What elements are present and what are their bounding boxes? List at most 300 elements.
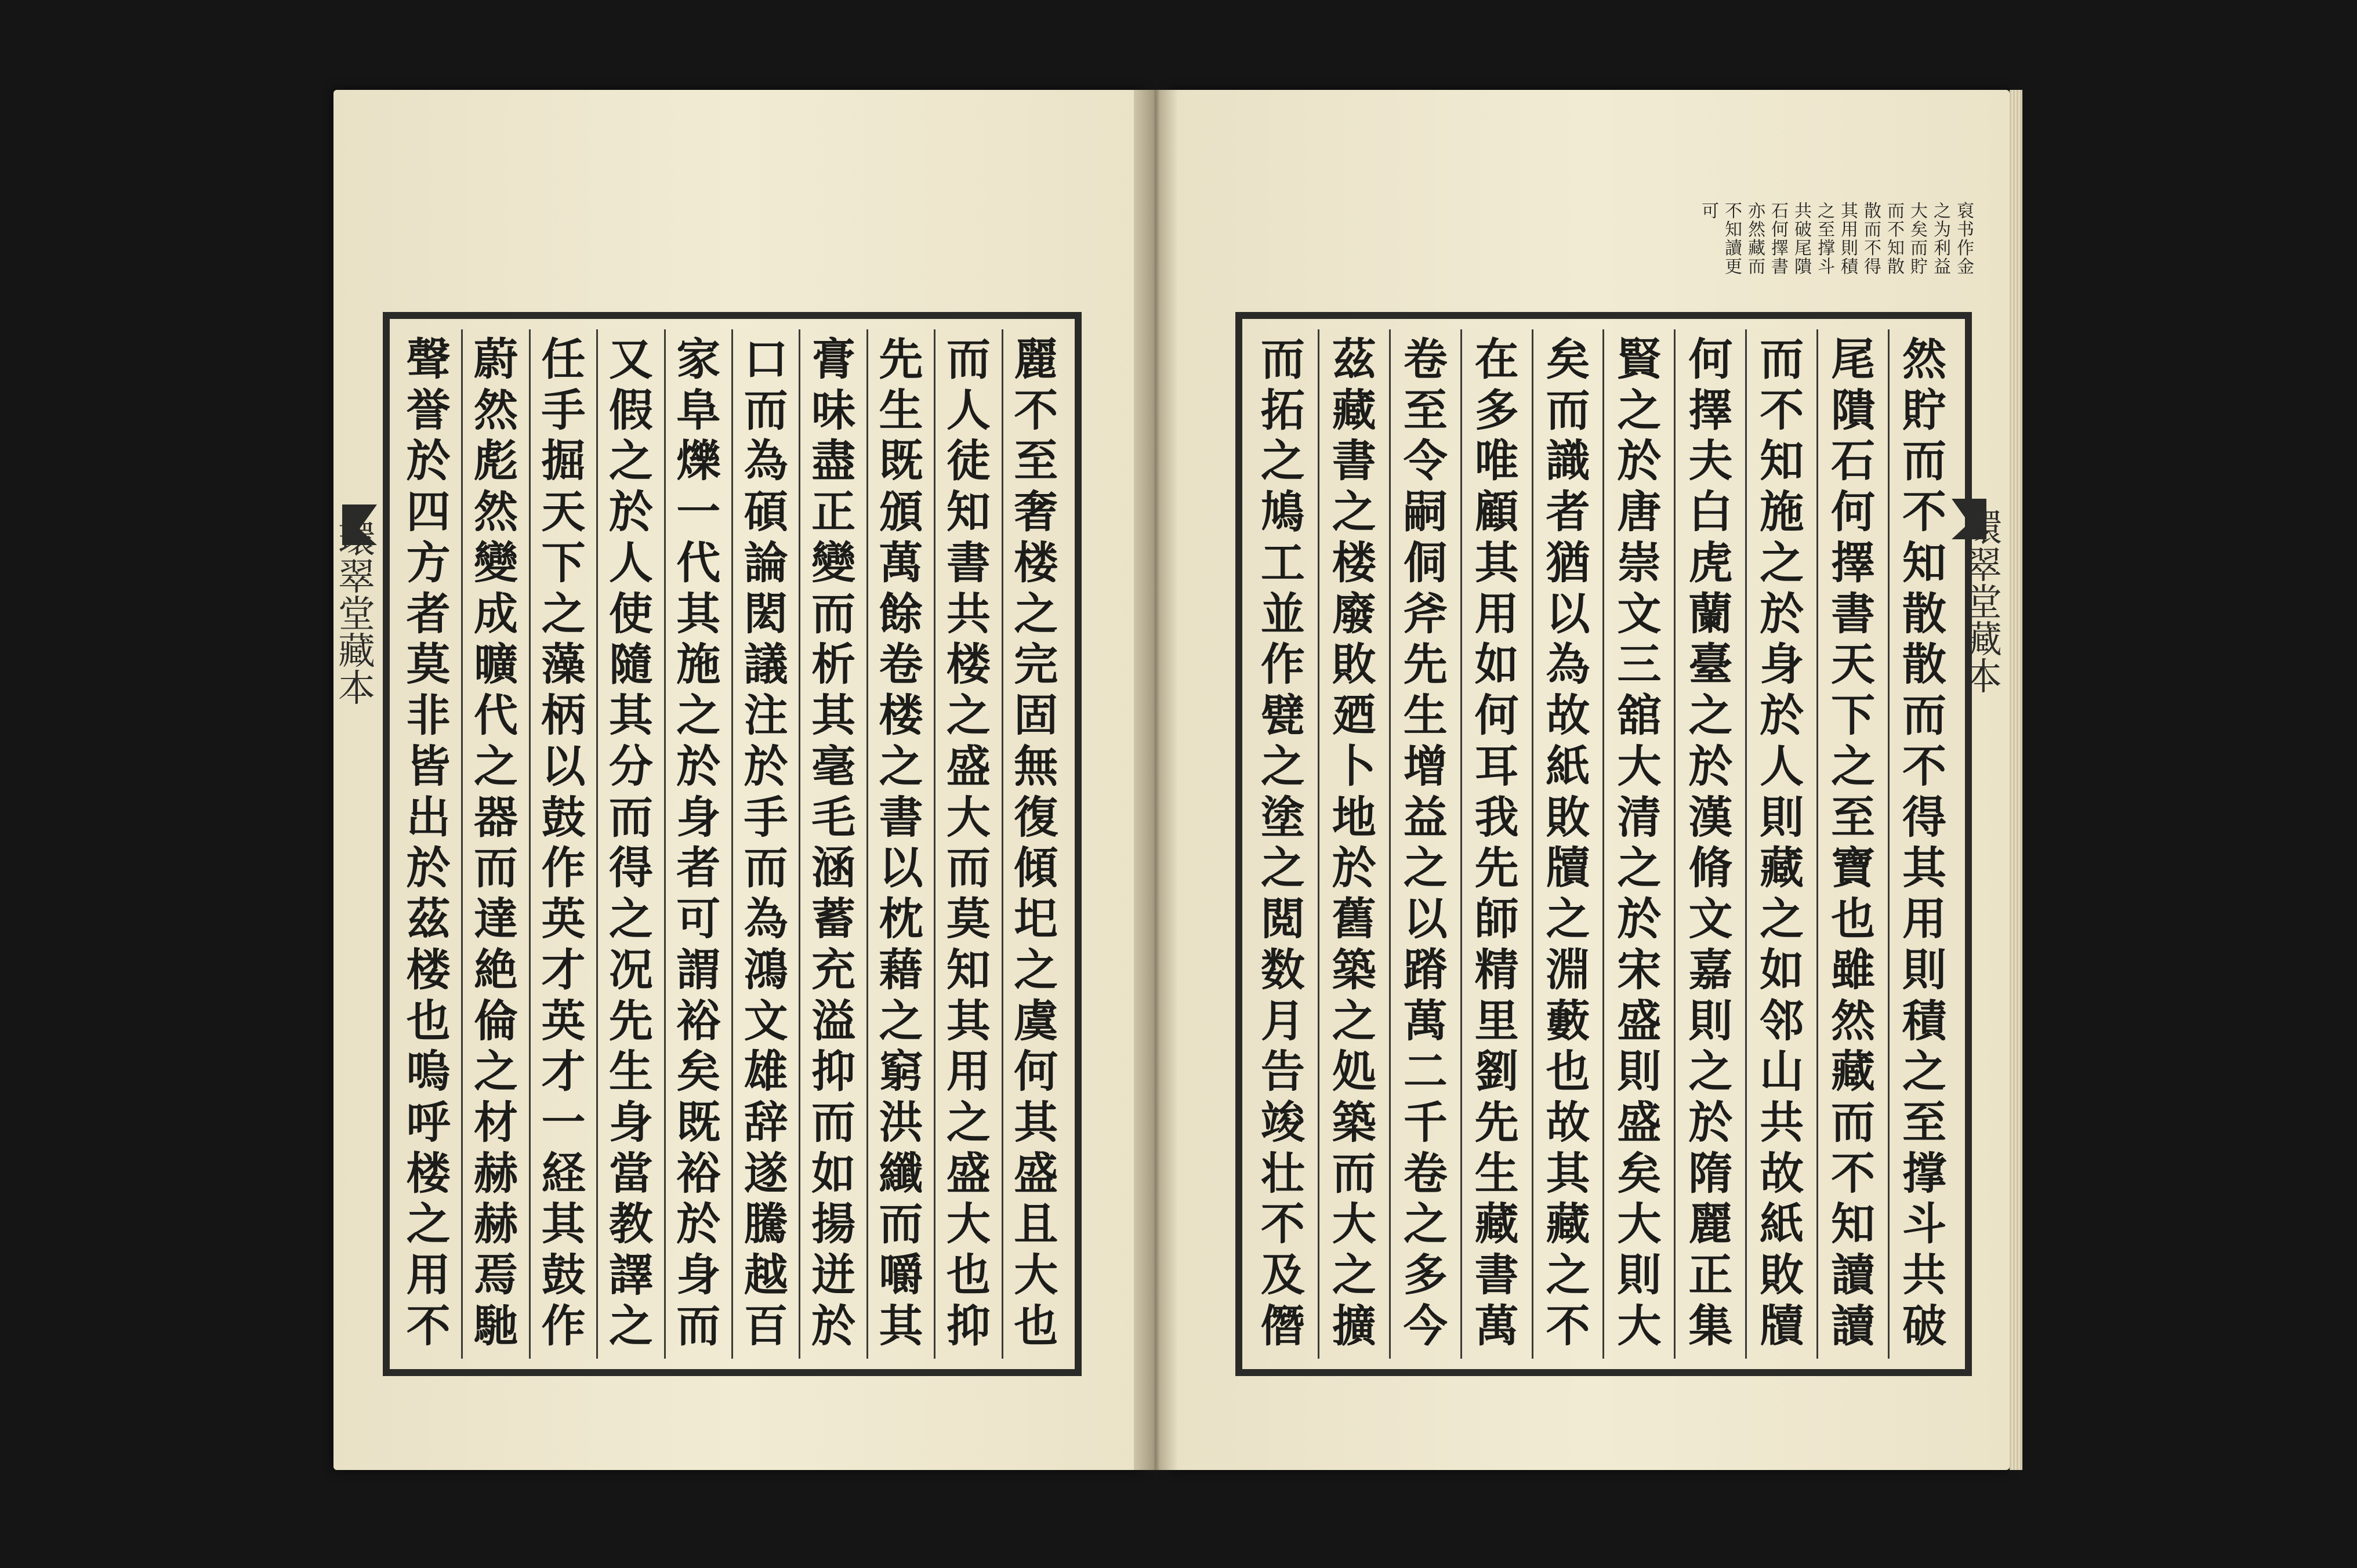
text-char: 皆 [406, 740, 451, 792]
text-char: 騰 [744, 1198, 788, 1250]
text-char: 卷 [1403, 1147, 1448, 1199]
left-spine-label [336, 519, 377, 710]
text-char: 徒 [946, 435, 991, 487]
text-char: 地 [1332, 791, 1376, 843]
text-char: 令 [1403, 435, 1448, 487]
text-char: 生 [608, 1046, 653, 1098]
text-char: 之 [406, 1198, 451, 1250]
text-char: 百 [744, 1300, 788, 1352]
text-char: 経 [541, 1147, 586, 1199]
text-char: 用 [1841, 220, 1858, 240]
text-column [1888, 329, 1959, 1359]
text-char: 阜 [676, 384, 721, 436]
text-char: 散 [1864, 201, 1881, 222]
text-char: 蓄 [811, 893, 856, 945]
text-char: 又 [608, 333, 653, 385]
text-char: 塗 [1260, 791, 1305, 843]
text-char: 隤 [1831, 384, 1876, 436]
text-char: 何 [1771, 220, 1789, 240]
text-char: 也 [1831, 893, 1876, 945]
text-char: 固 [1014, 689, 1058, 742]
text-char: 注 [744, 689, 788, 742]
text-char: 益 [1403, 791, 1448, 843]
text-char: 崇 [1617, 536, 1662, 589]
text-char: 柄 [541, 689, 586, 742]
text-char: 蔚 [474, 333, 518, 385]
text-char: 盛 [1014, 1147, 1058, 1199]
text-char: 茲 [406, 893, 451, 945]
text-char: 夫 [1688, 435, 1733, 487]
text-char: 揚 [811, 1198, 856, 1250]
text-char: 於 [608, 486, 653, 538]
text-char: 赫 [474, 1147, 518, 1199]
text-char: 擴 [1332, 1300, 1376, 1352]
text-char: 而 [1260, 333, 1305, 385]
text-char: 隨 [608, 638, 653, 691]
text-char: 者 [676, 842, 721, 894]
text-char: 之 [1014, 587, 1058, 640]
text-char: 遂 [744, 1147, 788, 1199]
text-char: 何 [1474, 689, 1519, 742]
text-char: 於 [1688, 1097, 1733, 1149]
right-text-frame [1235, 312, 1972, 1376]
text-column [934, 329, 1001, 1359]
text-char: 然 [1831, 994, 1876, 1047]
text-char: 不 [1902, 486, 1947, 538]
note-column [1864, 203, 1881, 331]
text-char: 而 [1910, 238, 1928, 259]
text-char: 溢 [811, 994, 856, 1047]
text-char: 不 [1887, 220, 1905, 240]
text-char: 讀 [1831, 1300, 1876, 1352]
text-char: 散 [1902, 587, 1947, 640]
text-char: 书 [1957, 220, 1974, 240]
text-char: 英 [541, 994, 586, 1047]
text-char: 於 [1617, 893, 1662, 945]
text-char: 文 [1688, 893, 1733, 945]
text-char: 而 [744, 384, 788, 436]
text-char: 以 [1403, 893, 1448, 945]
text-char: 集 [1688, 1300, 1733, 1352]
text-char: 其 [811, 689, 856, 742]
text-char: 才 [541, 943, 586, 996]
text-char: 之 [1818, 201, 1835, 222]
text-char: 石 [1771, 201, 1789, 222]
text-char: 一 [541, 1097, 586, 1149]
text-char: 之 [1403, 842, 1448, 894]
text-char: 閎 [744, 587, 788, 640]
text-char: 四 [406, 486, 451, 538]
text-char: 何 [1831, 486, 1876, 538]
text-char: 敗 [1546, 791, 1590, 843]
text-char: 掘 [541, 435, 586, 487]
text-char: 而 [1546, 384, 1590, 436]
text-char: 利 [1934, 238, 1951, 259]
text-column [1318, 329, 1389, 1359]
text-char: 劉 [1474, 1046, 1519, 1098]
text-char: 紙 [1546, 740, 1590, 792]
text-char: 可 [676, 893, 721, 945]
text-char: 藏 [1748, 238, 1765, 259]
note-column [1748, 203, 1765, 331]
text-char: 盛 [1617, 1097, 1662, 1149]
text-char: 議 [744, 638, 788, 691]
text-char: 然 [474, 486, 518, 538]
text-char: 至 [1902, 1097, 1947, 1149]
text-char: 共 [946, 587, 991, 640]
text-char: 而 [879, 1198, 923, 1250]
text-char: 告 [1260, 1046, 1305, 1098]
text-char: 於 [1332, 842, 1376, 894]
text-char: 文 [1617, 587, 1662, 640]
text-char: 涵 [811, 842, 856, 894]
text-char: 之 [946, 689, 991, 742]
text-char: 多 [1474, 384, 1519, 436]
text-char: 其 [1546, 1147, 1590, 1199]
text-char: 隋 [1688, 1147, 1733, 1199]
text-char: 於 [744, 740, 788, 792]
text-char: 楼 [406, 1147, 451, 1199]
spine-char: 環 [338, 519, 375, 562]
text-column [664, 329, 731, 1359]
text-char: 賢 [1617, 333, 1662, 385]
text-char: 於 [811, 1300, 856, 1352]
text-char: 邻 [1760, 994, 1804, 1047]
text-char: 藏 [1332, 384, 1376, 436]
text-char: 尾 [1831, 333, 1876, 385]
text-char: 變 [811, 536, 856, 589]
text-char: 代 [474, 689, 518, 742]
text-char: 萬 [879, 536, 923, 589]
text-char: 方 [406, 536, 451, 589]
text-char: 而 [946, 333, 991, 385]
text-char: 也 [946, 1249, 991, 1301]
text-char: 甓 [1260, 689, 1305, 742]
spine-char: 環 [1965, 507, 2002, 550]
text-char: 也 [406, 994, 451, 1047]
text-char: 文 [744, 994, 788, 1047]
text-char: 况 [608, 943, 653, 996]
text-column [1532, 329, 1603, 1359]
text-char: 馳 [474, 1300, 518, 1352]
text-char: 月 [1260, 994, 1305, 1047]
text-char: 既 [676, 1097, 721, 1149]
text-char: 擇 [1771, 238, 1789, 259]
text-char: 則 [1688, 994, 1733, 1047]
text-char: 及 [1260, 1249, 1305, 1301]
text-char: 用 [406, 1249, 451, 1301]
text-char: 藉 [879, 943, 923, 996]
text-char: 洪 [879, 1097, 923, 1149]
text-char: 淵 [1546, 943, 1590, 996]
text-char: 也 [1546, 1046, 1590, 1098]
text-char: 出 [406, 791, 451, 843]
text-char: 生 [879, 384, 923, 436]
text-char: 唐 [1617, 486, 1662, 538]
text-char: 器 [474, 791, 518, 843]
text-char: 而 [1864, 220, 1881, 240]
text-char: 撑 [1818, 238, 1835, 259]
text-char: 知 [1831, 1198, 1876, 1250]
text-char: 生 [1403, 689, 1448, 742]
text-char: 書 [1831, 587, 1876, 640]
text-char: 楼 [946, 638, 991, 691]
text-char: 散 [1887, 257, 1905, 277]
text-char: 裕 [676, 994, 721, 1047]
text-char: 之 [946, 1097, 991, 1149]
text-char: 之 [1760, 536, 1804, 589]
text-char: 非 [406, 689, 451, 742]
text-char: 先 [1474, 1097, 1519, 1149]
text-char: 既 [879, 435, 923, 487]
text-char: 亦 [1748, 201, 1765, 222]
text-char: 萬 [1403, 994, 1448, 1047]
text-char: 之 [474, 1046, 518, 1098]
text-char: 猶 [1546, 536, 1590, 589]
text-char: 而 [1902, 435, 1947, 487]
text-char: 之 [1688, 1046, 1733, 1098]
text-char: 而 [1887, 201, 1905, 222]
text-char: 莫 [946, 893, 991, 945]
text-char: 先 [1474, 842, 1519, 894]
text-char: 築 [1332, 1097, 1376, 1149]
text-char: 成 [474, 587, 518, 640]
text-char: 壮 [1260, 1147, 1305, 1199]
text-char: 作 [1957, 238, 1974, 259]
text-column [1602, 329, 1674, 1359]
text-char: 嘉 [1688, 943, 1733, 996]
text-char: 廢 [1332, 587, 1376, 640]
text-char: 二 [1403, 1046, 1448, 1098]
text-char: 不 [1725, 201, 1742, 222]
text-char: 則 [1760, 791, 1804, 843]
text-column [1460, 329, 1532, 1359]
note-column [1910, 203, 1928, 331]
text-char: 数 [1260, 943, 1305, 996]
text-char: 毛 [811, 791, 856, 843]
text-char: 用 [1474, 587, 1519, 640]
note-column [1957, 203, 1974, 331]
text-char: 知 [946, 943, 991, 996]
text-char: 書 [1332, 435, 1376, 487]
text-char: 至 [1831, 791, 1876, 843]
text-char: 則 [1902, 943, 1947, 996]
text-char: 膏 [811, 333, 856, 385]
text-char: 至 [1014, 435, 1058, 487]
text-char: 則 [1617, 1249, 1662, 1301]
text-char: 宋 [1617, 943, 1662, 996]
text-char: 雄 [744, 1046, 788, 1098]
text-char: 楼 [1332, 536, 1376, 589]
book-gutter [1134, 90, 1177, 1470]
text-char: 之 [879, 994, 923, 1047]
text-char: 貯 [1910, 257, 1928, 277]
text-char: 越 [744, 1249, 788, 1301]
text-char: 之 [879, 740, 923, 792]
text-char: 正 [811, 486, 856, 538]
text-char: 人 [608, 536, 653, 589]
text-char: 碩 [744, 486, 788, 538]
text-char: 身 [608, 1097, 653, 1149]
text-char: 窮 [879, 1046, 923, 1098]
text-char: 為 [1546, 638, 1590, 691]
text-char: 餘 [879, 587, 923, 640]
top-marginal-note [1702, 203, 1974, 331]
text-column [866, 329, 934, 1359]
note-column [1818, 203, 1835, 331]
text-char: 清 [1617, 791, 1662, 843]
text-char: 矣 [676, 1046, 721, 1098]
text-char: 竣 [1260, 1097, 1305, 1149]
text-char: 為 [744, 893, 788, 945]
text-char: 教 [608, 1198, 653, 1250]
text-char: 藪 [1546, 994, 1590, 1047]
text-char: 使 [608, 587, 653, 640]
text-char: 千 [1403, 1097, 1448, 1149]
text-char: 圯 [1014, 893, 1058, 945]
text-char: 迸 [811, 1249, 856, 1301]
text-char: 分 [608, 740, 653, 792]
text-char: 大 [1910, 201, 1928, 222]
text-char: 而 [811, 587, 856, 640]
text-char: 而 [474, 842, 518, 894]
text-char: 閲 [1260, 893, 1305, 945]
text-char: 之 [1688, 689, 1733, 742]
text-char: 撑 [1902, 1147, 1947, 1199]
text-char: 抑 [946, 1300, 991, 1352]
text-char: 先 [608, 994, 653, 1047]
text-char: 於 [406, 842, 451, 894]
text-char: 而 [744, 842, 788, 894]
text-char: 者 [1546, 486, 1590, 538]
text-char: 枕 [879, 893, 923, 945]
text-char: 楼 [879, 689, 923, 742]
text-char: 虞 [1014, 994, 1058, 1047]
text-char: 鴻 [744, 943, 788, 996]
text-char: 在 [1474, 333, 1519, 385]
text-char: 口 [744, 333, 788, 385]
text-char: 於 [1760, 587, 1804, 640]
text-char: 施 [676, 638, 721, 691]
text-char: 以 [1546, 587, 1590, 640]
text-char: 寶 [1831, 842, 1876, 894]
text-char: 為 [744, 435, 788, 487]
text-char: 之 [541, 587, 586, 640]
text-char: 嚼 [879, 1249, 923, 1301]
text-char: 倫 [474, 994, 518, 1047]
note-column [1887, 203, 1905, 331]
text-char: 而 [946, 842, 991, 894]
text-char: 抑 [811, 1046, 856, 1098]
text-char: 知 [1902, 536, 1947, 589]
text-char: 唯 [1474, 435, 1519, 487]
text-char: 增 [1403, 740, 1448, 792]
text-char: 其 [1474, 536, 1519, 589]
text-char: 故 [1760, 1147, 1804, 1199]
text-char: 貯 [1902, 384, 1947, 436]
text-char: 之 [608, 1300, 653, 1352]
text-char: 傾 [1014, 842, 1058, 894]
text-char: 処 [1332, 1046, 1376, 1098]
text-char: 作 [541, 1300, 586, 1352]
text-char: 盛 [946, 740, 991, 792]
text-char: 於 [676, 740, 721, 792]
text-char: 今 [1403, 1300, 1448, 1352]
text-char: 身 [1760, 638, 1804, 691]
text-char: 藏 [1546, 1198, 1590, 1250]
text-char: 共 [1794, 201, 1812, 222]
text-char: 其 [946, 994, 991, 1047]
text-char: 何 [1014, 1046, 1058, 1098]
text-char: 呼 [406, 1097, 451, 1149]
text-char: 人 [1760, 740, 1804, 792]
text-char: 之 [1014, 943, 1058, 996]
text-char: 雖 [1831, 943, 1876, 996]
text-char: 牘 [1760, 1300, 1804, 1352]
text-char: 之 [1831, 740, 1876, 792]
text-char: 代 [676, 536, 721, 589]
text-char: 矣 [1546, 333, 1590, 385]
text-char: 之 [1260, 842, 1305, 894]
text-char: 不 [1260, 1198, 1305, 1250]
text-char: 積 [1902, 994, 1947, 1047]
text-char: 之 [676, 689, 721, 742]
text-char: 也 [1014, 1300, 1058, 1352]
text-char: 讀 [1831, 1249, 1876, 1301]
text-char: 用 [946, 1046, 991, 1098]
text-char: 之 [1617, 384, 1662, 436]
text-char: 聲 [406, 333, 451, 385]
text-char: 虎 [1688, 536, 1733, 589]
text-char: 變 [474, 536, 518, 589]
note-column [1794, 203, 1812, 331]
text-char: 如 [811, 1147, 856, 1199]
text-char: 並 [1260, 587, 1305, 640]
text-char: 萬 [1474, 1300, 1519, 1352]
text-char: 手 [744, 791, 788, 843]
text-char: 大 [1617, 1198, 1662, 1250]
text-char: 手 [541, 384, 586, 436]
text-char: 彪 [474, 435, 518, 487]
text-char: 作 [541, 842, 586, 894]
right-text-columns [1248, 329, 1959, 1359]
text-char: 之 [1260, 435, 1305, 487]
text-char: 散 [1902, 638, 1947, 691]
text-char: 不 [1831, 1147, 1876, 1199]
text-column [596, 329, 663, 1359]
text-char: 然 [1748, 220, 1765, 240]
text-char: 之 [1332, 1249, 1376, 1301]
text-char: 卷 [879, 638, 923, 691]
text-char: 擇 [1831, 536, 1876, 589]
text-char: 下 [541, 536, 586, 589]
text-char: 而 [1332, 1147, 1376, 1199]
text-char: 之 [1546, 1249, 1590, 1301]
text-char: 材 [474, 1097, 518, 1149]
text-char: 讀 [1725, 238, 1742, 259]
text-char: 施 [1760, 486, 1804, 538]
text-char: 下 [1831, 689, 1876, 742]
text-char: 多 [1403, 1249, 1448, 1301]
text-char: 舘 [1617, 689, 1662, 742]
text-char: 一 [676, 486, 721, 538]
text-char: 達 [474, 893, 518, 945]
text-char: 知 [946, 486, 991, 538]
text-char: 辞 [744, 1097, 788, 1149]
text-char: 大 [1617, 740, 1662, 792]
text-char: 任 [541, 333, 586, 385]
text-char: 鼓 [541, 791, 586, 843]
